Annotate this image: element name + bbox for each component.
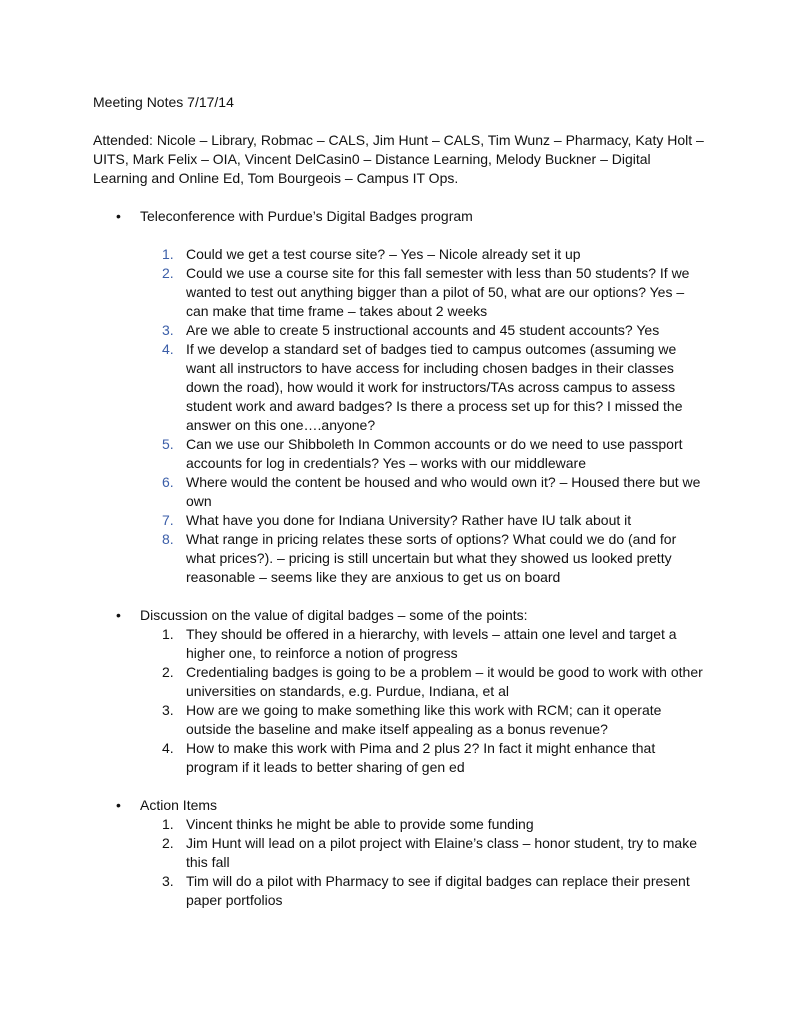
item-text: Vincent thinks he might be able to provide some funding (186, 816, 534, 832)
section-action-items (93, 796, 708, 910)
list-item (93, 701, 708, 739)
item-text: Could we get a test course site? – Yes – Nicole already set it up (186, 246, 581, 262)
item-text: How to make this work with Pima and 2 plus 2? In fact it might enhance that program if it leads to better sharing of gen ed (186, 740, 656, 775)
item-number: 1. (162, 246, 174, 262)
item-number: 1. (162, 816, 174, 832)
document-page (93, 93, 708, 929)
section-heading (93, 207, 708, 226)
bullet-icon: • (116, 607, 121, 623)
numbered-list (93, 815, 708, 910)
item-number: 6. (162, 474, 174, 490)
list-item (93, 321, 708, 340)
list-item (93, 264, 708, 321)
section-discussion (93, 606, 708, 777)
spacer (93, 226, 708, 245)
list-item (93, 739, 708, 777)
item-number: 2. (162, 835, 174, 851)
item-number: 3. (162, 702, 174, 718)
item-number: 3. (162, 322, 174, 338)
list-item (93, 815, 708, 834)
list-item (93, 435, 708, 473)
item-number: 2. (162, 265, 174, 281)
bullet-icon: • (116, 208, 121, 224)
bullet-icon: • (116, 797, 121, 813)
section-teleconference (93, 207, 708, 587)
item-number: 5. (162, 436, 174, 452)
item-number: 4. (162, 740, 174, 756)
list-item (93, 530, 708, 587)
item-text: What range in pricing relates these sorts of options? What could we do (and for what prices?). – pricing is still uncertain but what they showed us looked pretty reasonable – seems like they are anxious to get us on board (186, 531, 677, 585)
item-text: Can we use our Shibboleth In Common accounts or do we need to use passport accounts for log in credentials? Yes – works with our middleware (186, 436, 683, 471)
item-text: Jim Hunt will lead on a pilot project with Elaine’s class – honor student, try to make this fall (186, 835, 697, 870)
item-text: What have you done for Indiana University? Rather have IU talk about it (186, 512, 632, 528)
section-heading-text: Action Items (140, 797, 218, 813)
item-number: 4. (162, 341, 174, 357)
numbered-list (93, 245, 708, 587)
section-heading-text: Teleconference with Purdue’s Digital Badges program (140, 208, 473, 224)
item-text: How are we going to make something like this work with RCM; can it operate outside the baseline and make itself appealing as a bonus revenue? (186, 702, 662, 737)
item-text: If we develop a standard set of badges tied to campus outcomes (assuming we want all instructors to have access for including chosen badges in their classes down the road), how would it work for instructors/TAs across campus to assess student work and award badges? Is there a process set up for this? I missed the answer on this one….anyone? (186, 341, 683, 433)
section-heading (93, 606, 708, 625)
document-title: Meeting Notes 7/17/14 (93, 94, 234, 110)
numbered-list (93, 625, 708, 777)
item-text: Could we use a course site for this fall semester with less than 50 students? If we wanted to test out anything bigger than a pilot of 50, what are our options? Yes – can make that time frame – takes about 2 weeks (186, 265, 690, 319)
list-item (93, 872, 708, 910)
list-item (93, 511, 708, 530)
list-item (93, 834, 708, 872)
item-text: Are we able to create 5 instructional accounts and 45 student accounts? Yes (186, 322, 660, 338)
section-heading (93, 796, 708, 815)
item-text: Tim will do a pilot with Pharmacy to see if digital badges can replace their present paper portfolios (186, 873, 690, 908)
list-item (93, 340, 708, 435)
attendees-paragraph: Attended: Nicole – Library, Robmac – CALS, Jim Hunt – CALS, Tim Wunz – Pharmacy, Katy Holt – UITS, Mark Felix – OIA, Vincent DelCasin0 – Distance Learning, Melody Buckner – Digital Learning and Online Ed, Tom Bourgeois – Campus IT Ops. (93, 132, 704, 186)
list-item (93, 245, 708, 264)
item-number: 7. (162, 512, 174, 528)
list-item (93, 663, 708, 701)
item-text: Credentialing badges is going to be a problem – it would be good to work with other universities on standards, e.g. Purdue, Indiana, et al (186, 664, 703, 699)
item-text: Where would the content be housed and who would own it? – Housed there but we own (186, 474, 701, 509)
list-item (93, 473, 708, 511)
item-number: 3. (162, 873, 174, 889)
list-item (93, 625, 708, 663)
section-heading-text: Discussion on the value of digital badges – some of the points: (140, 607, 528, 623)
item-text: They should be offered in a hierarchy, with levels – attain one level and target a higher one, to reinforce a notion of progress (186, 626, 677, 661)
item-number: 8. (162, 531, 174, 547)
item-number: 2. (162, 664, 174, 680)
item-number: 1. (162, 626, 174, 642)
